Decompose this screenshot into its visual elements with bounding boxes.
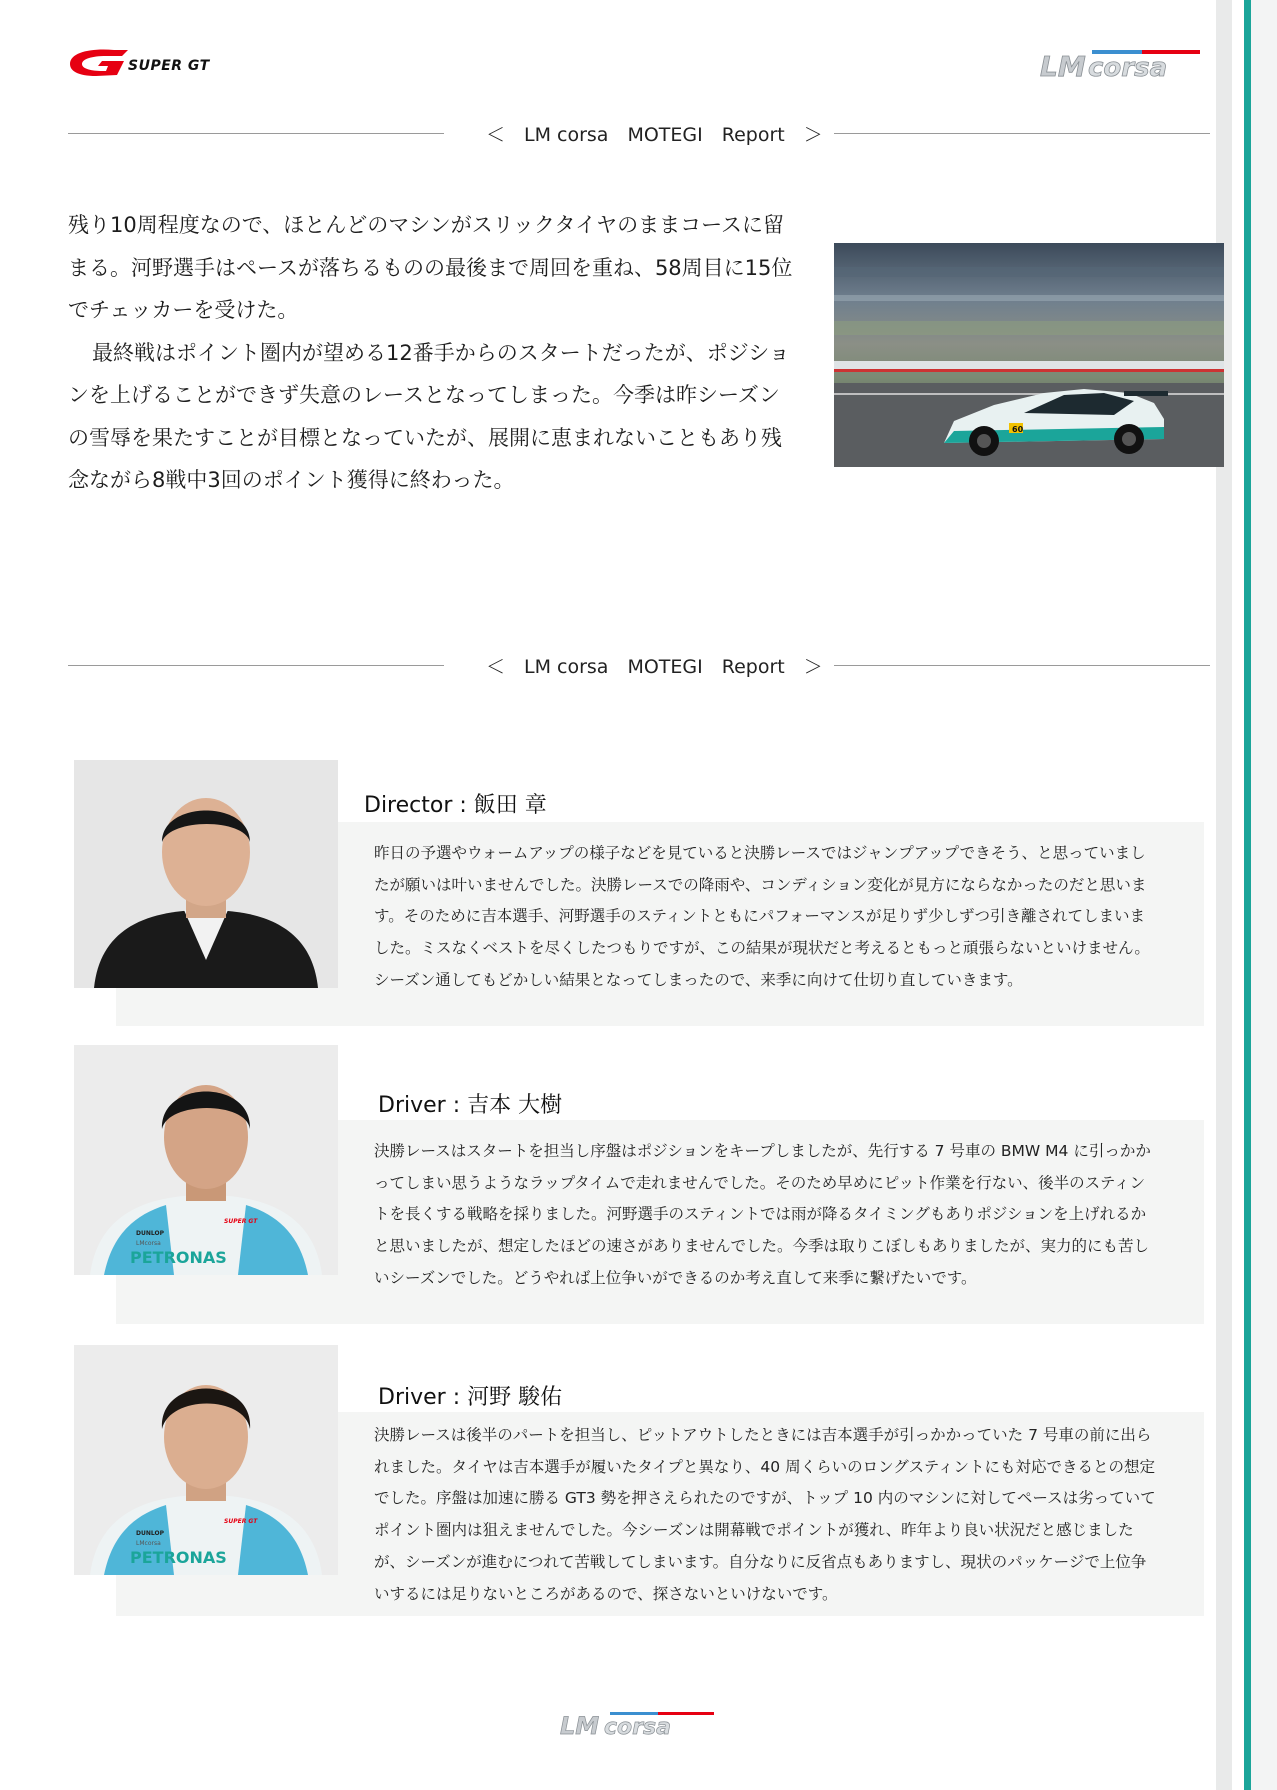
- lmcorsa-mark-icon: [560, 1710, 720, 1738]
- driver-yoshimoto-portrait: [74, 1045, 338, 1275]
- commenter-name: Driver : 吉本 大樹: [378, 1093, 563, 1118]
- comment-text: 決勝レースは後半のパートを担当し、ピットアウトしたときには吉本選手が引っかかっていた 7 号車の前に出られました。タイヤは吉本選手が履いたタイプと異なり、40 周くらいのロングスティントにも対応できるとの想定でした。序盤は加速に勝る GT3 勢を押さえられたのですが、トップ 10 内のマシンに対してペースは劣っていてポイント圏内は狙えませんでした。今シーズンは開幕戦でポイントが獲れ、昨年より良い状況だと感じましたが、シーズンが進むにつれて苦戦してしまいます。自分なりに反省点もありますし、現状のパッケージで上位争いするには足りないところがあるので、探さないといけないです。: [374, 1426, 1156, 1603]
- suit-supergt-logo: SUPER GT: [224, 1218, 258, 1225]
- lmcorsa-logo: [1040, 48, 1205, 80]
- commenter-name: Director : 飯田 章: [364, 793, 547, 818]
- director-portrait: [74, 760, 338, 988]
- svg-text:corsa: corsa: [1088, 53, 1168, 80]
- section-divider-left: [68, 133, 444, 134]
- comment-text: 決勝レースはスタートを担当し序盤はポジションをキープしましたが、先行する 7 号車の BMW M4 に引っかかってしまい思うようなラップタイムで走れませんでした。そのため早めにピット作業を行ない、後半のスティントを長くする戦略を採りました。河野選手のスティントでは雨が降るタイミングもありポジションを上げれるかと思いましたが、想定したほどの速さがありませんでした。今季は取りこぼしもありましたが、実力的にも苦しいシーズンでした。どうやれば上位争いができるのか考え直して来季に繋げたいです。: [374, 1142, 1151, 1287]
- supergt-logo-text: SUPER GT: [128, 58, 210, 74]
- edge-stripe-teal: [1244, 0, 1251, 1790]
- suit-petronas-logo: PETRONAS: [130, 1248, 227, 1267]
- suit-dunlop-logo: DUNLOP: [136, 1230, 164, 1237]
- supergt-g-icon: [62, 44, 132, 82]
- svg-text:LM: LM: [1040, 50, 1086, 80]
- svg-text:corsa: corsa: [604, 1715, 671, 1738]
- race-car-photo: [834, 243, 1224, 467]
- car-number: 60: [1012, 425, 1024, 434]
- article-paragraph: 最終戦はポイント圏内が望める12番手からのスタートだったが、ポジションを上げることができず失意のレースとなってしまった。今季は昨シーズンの雪辱を果たすことが目標となっていたが、展開に恵まれないこともあり残念ながら8戦中3回のポイント獲得に終わった。: [68, 340, 790, 492]
- section-divider-right: [834, 665, 1210, 666]
- svg-text:LM: LM: [560, 1712, 600, 1738]
- article-body: [68, 204, 798, 502]
- comment-text: 昨日の予選やウォームアップの様子などを見ていると決勝レースではジャンプアップできそう、と思っていましたが願いは叶いませんでした。決勝レースでの降雨や、コンディション変化が見方にならなかったのだと思います。そのために吉本選手、河野選手のスティントともにパフォーマンスが足りず少しずつ引き離されてしまいました。ミスなくベストを尽くしたつもりですが、この結果が現状だと考えるともっと頑張らないといけません。シーズン通してもどかしい結果となってしまったので、来季に向けて仕切り直していきます。: [374, 844, 1150, 989]
- commenter-name: Driver : 河野 駿佑: [378, 1385, 563, 1410]
- suit-lmcorsa-logo: LMcorsa: [136, 1540, 161, 1547]
- footer-lmcorsa-logo: [560, 1710, 720, 1738]
- section-title: ＜ LM corsa MOTEGI Report ＞: [486, 656, 823, 678]
- supergt-logo: [62, 44, 242, 82]
- section-divider-left: [68, 665, 444, 666]
- suit-dunlop-logo: DUNLOP: [136, 1530, 164, 1537]
- lmcorsa-mark-icon: [1040, 48, 1205, 80]
- section-title: ＜ LM corsa MOTEGI Report ＞: [486, 124, 823, 146]
- section-divider-right: [834, 133, 1210, 134]
- article-paragraph: 残り10周程度なので、ほとんどのマシンがスリックタイヤのままコースに留まる。河野選手はペースが落ちるものの最後まで周回を重ね、58周目に15位でチェッカーを受けた。: [68, 213, 793, 322]
- suit-lmcorsa-logo: LMcorsa: [136, 1240, 161, 1247]
- suit-petronas-logo: PETRONAS: [130, 1548, 227, 1567]
- driver-kono-portrait: [74, 1345, 338, 1575]
- suit-supergt-logo: SUPER GT: [224, 1518, 258, 1525]
- edge-stripe-light: [1251, 0, 1277, 1790]
